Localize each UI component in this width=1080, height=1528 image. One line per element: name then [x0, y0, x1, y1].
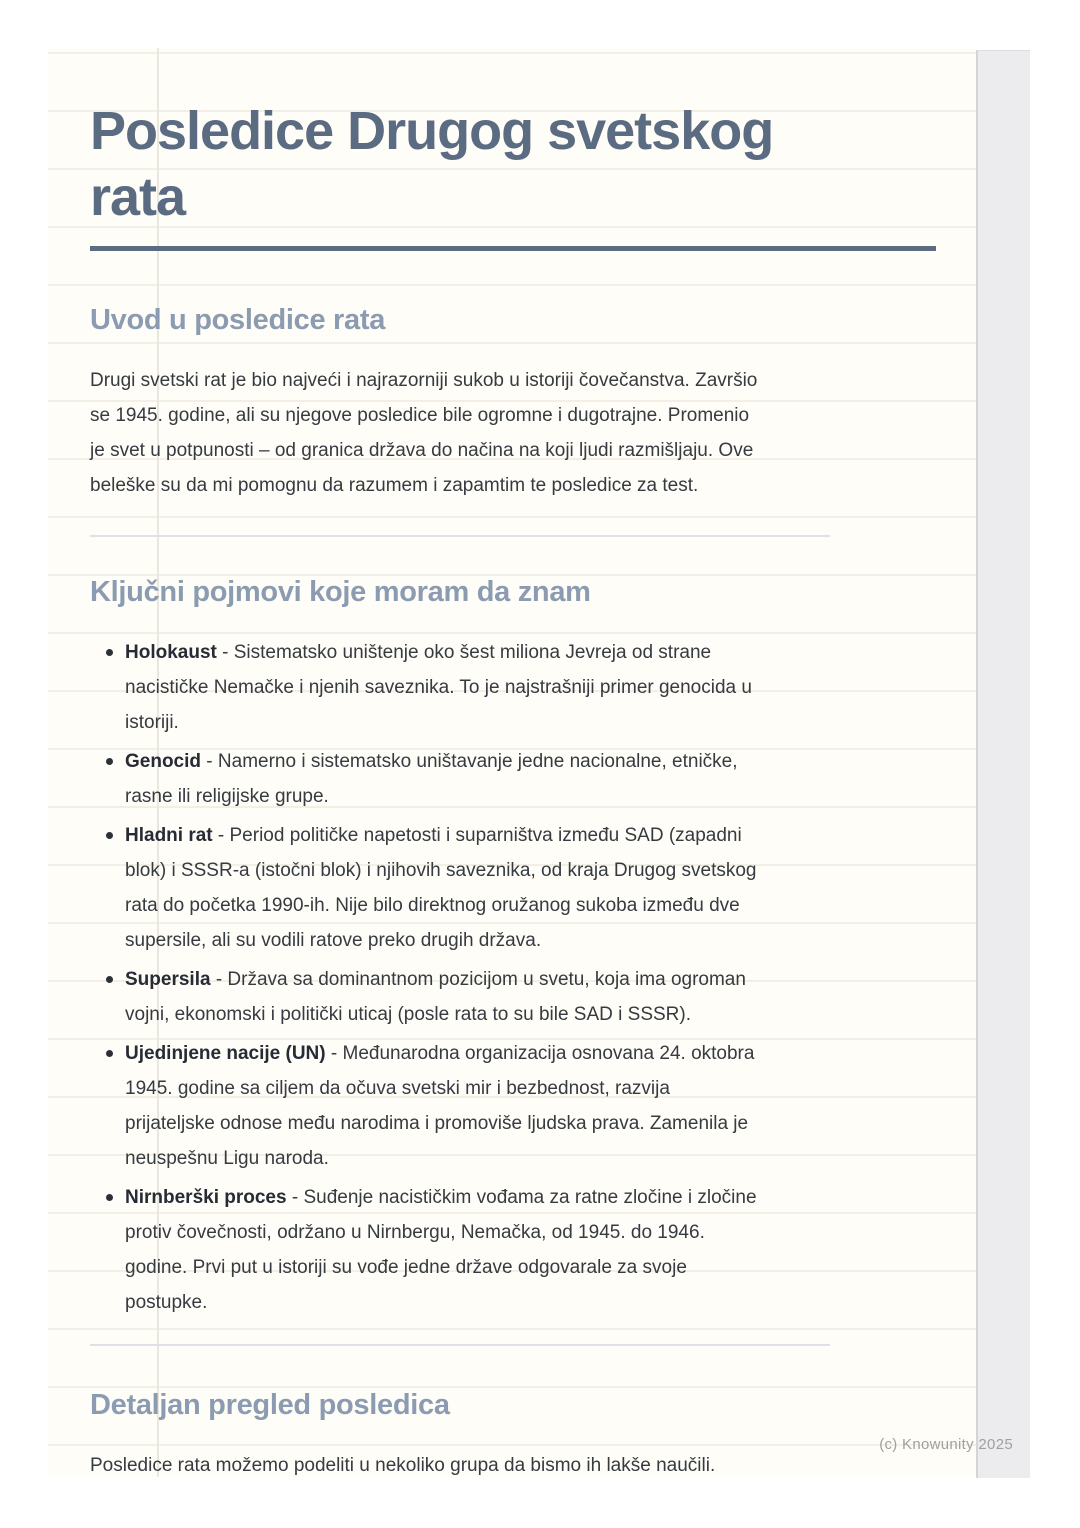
- details-paragraph-line: Posledice rata možemo podeliti u nekoliko grupa da bismo ih lakše naučili.: [90, 1455, 716, 1477]
- list-item-line: [125, 1036, 940, 1071]
- list-item-line: [125, 1180, 940, 1215]
- list-item-line: supersile, ali su vodili ratove preko drugih država.: [125, 930, 542, 952]
- list-item-line: blok) i SSSR-a (istočni blok) i njihovih saveznika, od kraja Drugog svetskog: [125, 860, 757, 882]
- term-definition: - Država sa dominantnom pozicijom u svetu, koja ima ogroman: [215, 969, 746, 991]
- section-divider: [90, 535, 830, 537]
- list-item-hladni-rat: [90, 818, 940, 958]
- term-definition: - Period političke napetosti i suparništva između SAD (zapadni: [217, 825, 742, 847]
- section-divider: [90, 1344, 830, 1346]
- page-title-line-2: rata: [90, 167, 186, 227]
- notebook-page: [48, 48, 976, 1477]
- list-item-line: protiv čovečnosti, održano u Nirnbergu, Nemačka, od 1945. do 1946.: [125, 1222, 705, 1244]
- title-underline-rule: [90, 246, 936, 251]
- list-item-line: nacističke Nemačke i njenih saveznika. To je najstrašniji primer genocida u: [125, 677, 752, 699]
- term-definition: - Međunarodna organizacija osnovana 24. oktobra: [330, 1043, 755, 1065]
- intro-paragraph-line: se 1945. godine, ali su njegove posledice bile ogromne i dugotrajne. Promenio: [90, 405, 750, 427]
- list-item-supersila: [90, 962, 940, 1032]
- key-terms-list: [90, 635, 940, 1320]
- term-definition: - Suđenje nacističkim vođama za ratne zločine i zločine: [291, 1187, 757, 1209]
- list-item-line: neuspešnu Ligu naroda.: [125, 1148, 329, 1170]
- intro-paragraph-line: Drugi svetski rat je bio najveći i najrazorniji sukob u istoriji čovečanstva. Završio: [90, 370, 758, 392]
- list-item-line: prijateljske odnose među narodima i promoviše ljudska prava. Zamenila je: [125, 1113, 749, 1135]
- list-item-genocid: [90, 744, 940, 814]
- details-paragraph: [90, 1448, 940, 1477]
- list-item-holokaust: [90, 635, 940, 740]
- list-item-line: rasne ili religijske grupe.: [125, 786, 329, 808]
- page-title-line-1: Posledice Drugog svetskog: [90, 101, 774, 161]
- term-label: Hladni rat: [125, 825, 213, 847]
- term-definition: - Sistematsko uništenje oko šest miliona Jevreja od strane: [222, 642, 712, 664]
- list-item-line: vojni, ekonomski i politički uticaj (posle rata to su bile SAD i SSSR).: [125, 1004, 692, 1026]
- list-item-line: [125, 744, 940, 779]
- list-item-line: [125, 635, 940, 670]
- section-heading-details: Detaljan pregled posledica: [90, 1389, 450, 1422]
- term-label: Holokaust: [125, 642, 217, 664]
- list-item-line: istoriji.: [125, 712, 179, 734]
- list-item-line: 1945. godine sa ciljem da očuva svetski mir i bezbednost, razvija: [125, 1078, 670, 1100]
- list-item-nirnberski-proces: [90, 1180, 940, 1320]
- intro-paragraph: [90, 363, 940, 503]
- term-label: Supersila: [125, 969, 211, 991]
- intro-paragraph-line: je svet u potpunosti – od granica država do načina na koji ljudi razmišljaju. Ove: [90, 440, 754, 462]
- term-label: Genocid: [125, 751, 202, 773]
- section-heading-key-terms: Ključni pojmovi koje moram da znam: [90, 576, 591, 609]
- intro-paragraph-line: beleške su da mi pomognu da razumem i zapamtim te posledice za test.: [90, 475, 699, 497]
- list-item-line: rata do početka 1990-ih. Nije bilo direktnog oružanog sukoba između dve: [125, 895, 740, 917]
- section-heading-intro: Uvod u posledice rata: [90, 304, 386, 336]
- list-item-line: postupke.: [125, 1292, 208, 1314]
- page-title: [90, 98, 940, 230]
- watermark-credit: (c) Knowunity 2025: [879, 1436, 1013, 1453]
- term-definition: - Namerno i sistematsko uništavanje jedne nacionalne, etničke,: [206, 751, 738, 773]
- list-item-line: [125, 818, 940, 853]
- term-label: Ujedinjene nacije (UN): [125, 1043, 326, 1065]
- term-label: Nirnberški proces: [125, 1187, 287, 1209]
- list-item-line: [125, 962, 940, 997]
- list-item-line: godine. Prvi put u istoriji su vođe jedne države odgovarale za svoje: [125, 1257, 687, 1279]
- list-item-ujedinjene-nacije: [90, 1036, 940, 1176]
- side-page-edge: [976, 50, 1030, 1478]
